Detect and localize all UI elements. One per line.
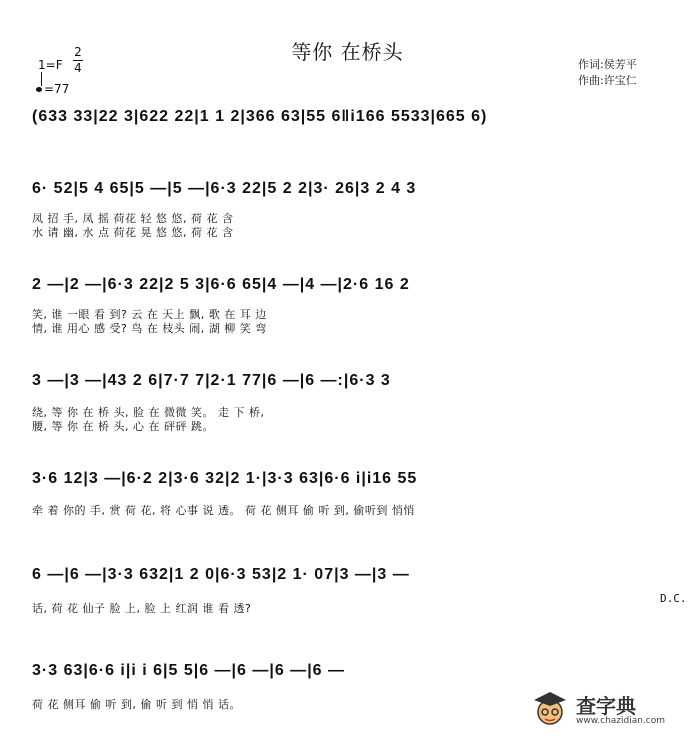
lyrics-line: 牵 着 你的 手, 赏 荷 花, 将 心事 说 透。 荷 花 侧耳 偷 听 到, 偷听到 悄悄 <box>32 504 415 517</box>
notation-line: 3·6 12|3 —|6·2 2|3·6 32|2 1·|3·3 63|6·6 i|i16 55 <box>32 470 418 487</box>
lyrics-verse-2: 水 请 幽, 水 点 荷花 晃 悠 悠, 荷 花 含 <box>32 226 234 239</box>
lyrics-verse-2: 腰, 等 你 在 桥 头, 心 在 砰砰 跳。 <box>32 420 214 433</box>
notation-line: 6· 52|5 4 65|5 —|5 —|6·3 22|5 2 2|3· 26|3 2 4 3 <box>32 180 417 197</box>
time-signature-top: 2 <box>74 45 82 59</box>
time-signature-bottom: 4 <box>74 61 82 75</box>
notation-line: 3·3 63|6·6 i|i i 6|5 5|6 —|6 —|6 —|6 — <box>32 662 346 679</box>
lyrics-verse-1: 凤 招 手, 凤 摇 荷花 轻 悠 悠, 荷 花 含 <box>32 212 234 225</box>
lyrics-verse-2: 情, 谁 用心 感 受? 鸟 在 枝头 闹, 湖 柳 笑 弯 <box>32 322 267 335</box>
notation-line: 3 —|3 —|43 2 6|7·7 7|2·1 77|6 —|6 —:|6·3 3 <box>32 372 391 389</box>
notation-line: 6 —|6 —|3·3 632|1 2 0|6·3 53|2 1· 07|3 —|3 — <box>32 566 410 583</box>
watermark <box>530 688 690 734</box>
lyrics-verse-1: 笑, 谁 一眼 看 到? 云 在 天上 飘, 歌 在 耳 边 <box>32 308 267 321</box>
da-capo-marking: D.C. <box>660 592 687 605</box>
tempo-value: =77 <box>44 82 70 96</box>
lyricist-credit: 作词:侯芳平 <box>578 58 637 71</box>
lyrics-line: 话, 荷 花 仙子 脸 上, 脸 上 红润 谁 看 透? <box>32 602 252 615</box>
tempo-marking <box>36 82 69 96</box>
lyrics-line: 荷 花 侧耳 偷 听 到, 偷 听 到 悄 悄 话。 <box>32 698 241 711</box>
time-signature <box>73 46 83 75</box>
lyrics-verse-1: 绕, 等 你 在 桥 头, 脸 在 微微 笑。 走 下 桥, <box>32 406 265 419</box>
watermark-url: www.chazidian.com <box>576 716 666 726</box>
mascot-logo-icon <box>530 688 570 728</box>
key-signature: 1=F <box>38 58 63 72</box>
composer-credit: 作曲:许宝仁 <box>578 74 637 87</box>
notation-line: (633 33|22 3|622 22|1 1 2|366 63|55 6‖i166 5533|665 6) <box>32 108 488 125</box>
song-title: 等你 在桥头 <box>291 40 404 64</box>
quarter-note-icon <box>36 87 42 92</box>
notation-line: 2 —|2 —|6·3 22|2 5 3|6·6 65|4 —|4 —|2·6 16 2 <box>32 276 410 293</box>
watermark-name: 查字典 <box>576 694 636 718</box>
